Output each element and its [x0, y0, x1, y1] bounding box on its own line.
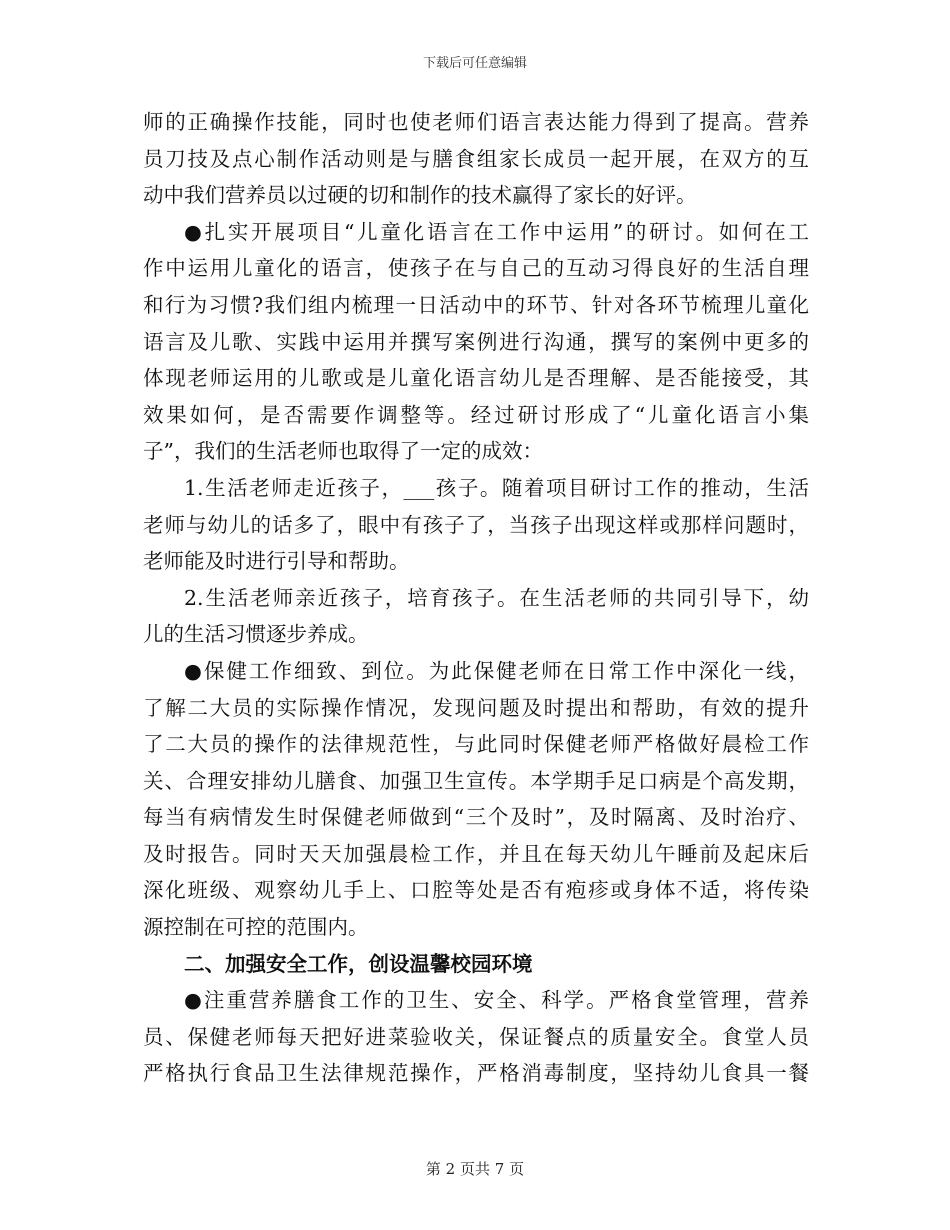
body-text-line: 语言及儿歌、实践中运用并撰写案例进行沟通，撰写的案例中更多的: [143, 329, 809, 354]
body-text-line: 了解二大员的实际操作情况，发现问题及时提出和帮助，有效的提升: [143, 695, 809, 720]
page-header-note: 下载后可任意编辑: [422, 56, 527, 71]
body-text-line: 深化班级、观察幼儿手上、口腔等处是否有疱疹或身体不适，将传染: [143, 878, 809, 903]
body-text-line: 动中我们营养员以过硬的切和制作的技术赢得了家长的好评。: [143, 183, 697, 208]
body-text-line: ●扎实开展项目“儿童化语言在工作中运用”的研讨。如何在工: [184, 219, 809, 244]
body-text-line: 儿的生活习惯逐步养成。: [143, 622, 369, 647]
body-text-line: ●保健工作细致、到位。为此保健老师在日常工作中深化一线，: [184, 658, 809, 683]
page-number: 第 2 页共 7 页: [425, 1160, 525, 1178]
body-text-line: 子”，我们的生活老师也取得了一定的成效：: [143, 439, 543, 464]
document-body: [143, 104, 809, 1092]
body-text-line: 效果如何，是否需要作调整等。经过研讨形成了“儿童化语言小集: [143, 402, 809, 427]
body-text-line: 员刀技及点心制作活动则是与膳食组家长成员一起开展，在双方的互: [143, 146, 809, 171]
body-text-line: 作中运用儿童化的语言，使孩子在与自己的互动习得良好的生活自理: [143, 256, 809, 281]
section-heading: 二、加强安全工作，创设温馨校园环境: [184, 951, 533, 976]
body-text-line: 员、保健老师每天把好进菜验收关，保证餐点的质量安全。食堂人员: [143, 1024, 809, 1049]
body-text-line: 和行为习惯?我们组内梳理一日活动中的环节、针对各环节梳理儿童化: [143, 292, 809, 317]
body-text-line: 老师能及时进行引导和帮助。: [143, 549, 410, 574]
body-text-line: 1.生活老师走近孩子，___孩子。随着项目研讨工作的推动，生活: [184, 475, 809, 500]
body-text-line: 严格执行食品卫生法律规范操作，严格消毒制度，坚持幼儿食具一餐: [143, 1061, 809, 1086]
body-text-line: 每当有病情发生时保健老师做到“三个及时”，及时隔离、及时治疗、: [143, 805, 809, 830]
body-text-line: 源控制在可控的范围内。: [143, 915, 369, 940]
body-text-line: 了二大员的操作的法律规范性，与此同时保健老师严格做好晨检工作: [143, 732, 809, 757]
body-text-line: 老师与幼儿的话多了，眼中有孩子了，当孩子出现这样或那样问题时，: [143, 512, 809, 537]
body-text-line: 关、合理安排幼儿膳食、加强卫生宣传。本学期手足口病是个高发期，: [143, 768, 809, 793]
body-text-line: ●注重营养膳食工作的卫生、安全、科学。严格食堂管理，营养: [184, 988, 809, 1013]
body-text-line: 及时报告。同时天天加强晨检工作，并且在每天幼儿午睡前及起床后: [143, 841, 809, 866]
body-text-line: 师的正确操作技能，同时也使老师们语言表达能力得到了提高。营养: [143, 110, 809, 134]
body-text-line: 体现老师运用的儿歌或是儿童化语言幼儿是否理解、是否能接受，其: [143, 366, 809, 391]
body-text-line: 2.生活老师亲近孩子，培育孩子。在生活老师的共同引导下，幼: [184, 585, 809, 610]
